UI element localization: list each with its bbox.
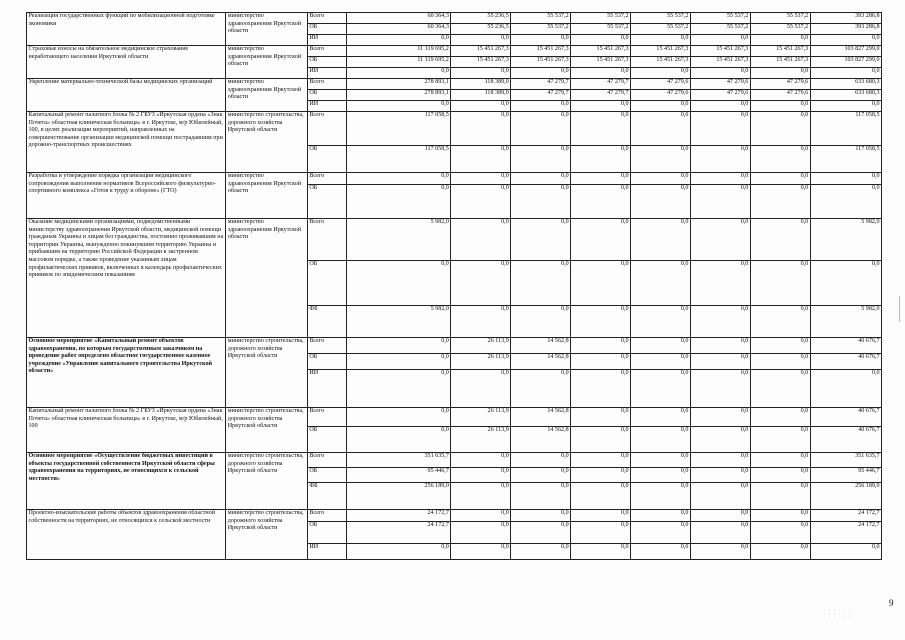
year-value-cell: 256 189,0 [347,483,451,510]
year-value-cell: 0,0 [571,427,631,453]
year-value-cell: 0,0 [451,468,511,483]
year-value-cell: 0,0 [750,510,810,522]
total-value-cell: 0,0 [810,544,881,560]
funding-source-cell: Всего [307,338,346,354]
year-value-cell: 55 236,5 [451,13,511,24]
total-value-cell: 351 635,7 [810,453,881,468]
funding-source-cell: Всего [307,173,346,185]
total-value-cell: 40 676,7 [810,427,881,453]
activity-name-cell: Проектно-изыскательские работы объектов здравоохранения областной собственности на территориях, не относящихся к сельской местности [27,510,226,560]
year-value-cell: 0,0 [451,146,511,173]
executor-cell: министерство строительства, дорожного хозяйства Иркутской области [226,408,308,453]
year-value-cell: 0,0 [690,354,750,370]
scan-edge-mark [899,296,900,322]
year-value-cell: 0,0 [571,453,631,468]
year-value-cell: 0,0 [451,101,511,112]
year-value-cell: 0,0 [347,261,451,306]
year-value-cell: 26 113,9 [451,338,511,354]
funding-source-cell: Всего [307,510,346,522]
year-value-cell: 0,0 [451,522,511,544]
executor-cell: министерство здравоохранения Иркутской области [226,46,308,79]
year-value-cell: 0,0 [347,101,451,112]
year-value-cell: 0,0 [511,261,571,306]
year-value-cell: 0,0 [571,408,631,427]
table-row [27,79,882,90]
activity-name-cell: Реализация государственных функций по мобилизационной подготовке экономики [27,13,226,46]
table-row [27,219,882,261]
year-value-cell: 0,0 [511,185,571,219]
year-value-cell: 55 537,2 [631,24,691,35]
year-value-cell: 0,0 [571,185,631,219]
year-value-cell: 0,0 [631,370,691,408]
year-value-cell: 0,0 [750,522,810,544]
year-value-cell: 0,0 [690,185,750,219]
year-value-cell: 14 562,8 [511,427,571,453]
year-value-cell: 15 451 267,3 [690,57,750,68]
year-value-cell: 0,0 [511,453,571,468]
year-value-cell: 0,0 [511,173,571,185]
year-value-cell: 26 113,9 [451,354,511,370]
year-value-cell: 0,0 [451,510,511,522]
year-value-cell: 0,0 [750,468,810,483]
scan-noise [822,608,852,620]
total-value-cell: 40 676,7 [810,354,881,370]
year-value-cell: 15 451 267,3 [631,57,691,68]
year-value-cell: 47 279,6 [690,90,750,101]
activity-name-cell: Капитальный ремонт палатного блока № 2 ГБУЗ «Иркутская ордена «Знак Почета» областная клиническая больница» в г. Иркутске, м/р Юбилейный, 100 [27,408,226,453]
activity-name-cell: Укрепление материально-технической базы медицинских организаций [27,79,226,112]
year-value-cell: 0,0 [347,338,451,354]
year-value-cell: 0,0 [511,544,571,560]
total-value-cell: 393 286,8 [810,24,881,35]
table-row [27,112,882,146]
year-value-cell: 0,0 [690,68,750,79]
year-value-cell: 0,0 [511,101,571,112]
year-value-cell: 55 236,5 [451,24,511,35]
year-value-cell: 0,0 [347,68,451,79]
year-value-cell: 0,0 [511,146,571,173]
funding-source-cell: Всего [307,453,346,468]
year-value-cell: 0,0 [750,453,810,468]
year-value-cell: 0,0 [451,306,511,338]
year-value-cell: 55 537,2 [511,24,571,35]
year-value-cell: 15 451 267,3 [631,46,691,57]
total-value-cell: 393 286,8 [810,13,881,24]
funding-source-cell: ОБ [307,185,346,219]
year-value-cell: 47 279,6 [631,79,691,90]
year-value-cell: 0,0 [571,261,631,306]
year-value-cell: 0,0 [511,68,571,79]
year-value-cell: 26 113,9 [451,427,511,453]
year-value-cell: 0,0 [571,510,631,522]
total-value-cell: 103 827 299,0 [810,46,881,57]
year-value-cell: 24 172,7 [347,522,451,544]
year-value-cell: 0,0 [690,427,750,453]
funding-source-cell: ОБ [307,90,346,101]
year-value-cell: 60 364,3 [347,13,451,24]
funding-source-cell: ОБ [307,522,346,544]
year-value-cell: 47 279,7 [511,90,571,101]
year-value-cell: 0,0 [347,408,451,427]
funding-source-cell: ОБ [307,57,346,68]
year-value-cell: 15 451 267,3 [451,46,511,57]
total-value-cell: 24 172,7 [810,522,881,544]
total-value-cell: 24 172,7 [810,510,881,522]
year-value-cell: 55 537,2 [571,24,631,35]
total-value-cell: 0,0 [810,185,881,219]
activity-name-cell: Основное мероприятие «Капитальный ремонт объектов здравоохранения, по которым государственным заказчиком на проведение работ определено областное государственное казенное учреждение «Управление капитального строительства Иркутской области» [27,338,226,408]
year-value-cell: 5 982,0 [347,306,451,338]
year-value-cell: 0,0 [347,35,451,46]
year-value-cell: 47 279,7 [511,79,571,90]
total-value-cell: 0,0 [810,68,881,79]
total-value-cell: 0,0 [810,261,881,306]
year-value-cell: 118 389,0 [451,90,511,101]
total-value-cell: 40 676,7 [810,338,881,354]
year-value-cell: 0,0 [750,146,810,173]
total-value-cell: 256 189,0 [810,483,881,510]
year-value-cell: 0,0 [571,544,631,560]
total-value-cell: 117 058,5 [810,112,881,146]
year-value-cell: 0,0 [750,354,810,370]
year-value-cell: 15 451 267,3 [571,46,631,57]
year-value-cell: 14 562,8 [511,354,571,370]
year-value-cell: 0,0 [631,408,691,427]
funding-source-cell: ФБ [307,483,346,510]
funding-source-cell: ИИ [307,544,346,560]
table-row [27,173,882,185]
year-value-cell: 14 562,8 [511,408,571,427]
year-value-cell: 0,0 [571,146,631,173]
year-value-cell: 15 451 267,3 [750,46,810,57]
year-value-cell: 0,0 [347,370,451,408]
year-value-cell: 0,0 [690,173,750,185]
year-value-cell: 0,0 [571,468,631,483]
year-value-cell: 278 893,1 [347,79,451,90]
year-value-cell: 0,0 [571,338,631,354]
year-value-cell: 95 446,7 [347,468,451,483]
funding-source-cell: ИИ [307,101,346,112]
year-value-cell: 0,0 [347,173,451,185]
year-value-cell: 0,0 [631,112,691,146]
funding-source-cell: ИИ [307,370,346,408]
year-value-cell: 0,0 [571,112,631,146]
year-value-cell: 0,0 [750,112,810,146]
year-value-cell: 0,0 [631,101,691,112]
page-number: 9 [889,598,894,608]
year-value-cell: 0,0 [750,408,810,427]
activity-name-cell: Оказание медицинскими организациями, подведомственными министерству здравоохранения Иркутской области, медицинской помощи гражданам Украины и лицам без гражданства, постоянно проживавшим на территории Украины, вынужденно покинувшим территорию Украины и прибывшим на территорию Российской Федерации в экстренном массовом порядке, а также проведение указанным лицам профилактических прививок, включенных в календарь профилактических прививок по эпидемическим показаниям [27,219,226,338]
year-value-cell: 0,0 [571,35,631,46]
year-value-cell: 47 279,7 [571,90,631,101]
year-value-cell: 0,0 [690,112,750,146]
year-value-cell: 0,0 [451,453,511,468]
year-value-cell: 0,0 [631,510,691,522]
table-row [27,338,882,354]
year-value-cell: 55 537,2 [690,13,750,24]
table-row [27,46,882,57]
year-value-cell: 0,0 [511,483,571,510]
funding-source-cell: ОБ [307,354,346,370]
total-value-cell: 5 982,0 [810,219,881,261]
year-value-cell: 0,0 [631,185,691,219]
year-value-cell: 0,0 [750,544,810,560]
year-value-cell: 15 451 267,3 [690,46,750,57]
year-value-cell: 351 635,7 [347,453,451,468]
funding-source-cell: ОБ [307,261,346,306]
year-value-cell: 0,0 [750,483,810,510]
funding-source-cell: ИИ [307,68,346,79]
total-value-cell: 95 446,7 [810,468,881,483]
year-value-cell: 0,0 [451,370,511,408]
total-value-cell: 0,0 [810,35,881,46]
year-value-cell: 0,0 [631,146,691,173]
year-value-cell: 0,0 [690,370,750,408]
year-value-cell: 55 537,2 [750,24,810,35]
year-value-cell: 0,0 [690,35,750,46]
year-value-cell: 0,0 [571,101,631,112]
year-value-cell: 0,0 [690,306,750,338]
year-value-cell: 0,0 [631,468,691,483]
year-value-cell: 55 537,2 [571,13,631,24]
funding-source-cell: Всего [307,13,346,24]
year-value-cell: 0,0 [690,510,750,522]
year-value-cell: 0,0 [690,261,750,306]
total-value-cell: 633 680,3 [810,90,881,101]
year-value-cell: 0,0 [750,68,810,79]
total-value-cell: 0,0 [810,370,881,408]
funding-source-cell: ОБ [307,24,346,35]
year-value-cell: 0,0 [690,219,750,261]
year-value-cell: 0,0 [631,68,691,79]
total-value-cell: 0,0 [810,101,881,112]
executor-cell: министерство строительства, дорожного хозяйства Иркутской области [226,510,308,560]
year-value-cell: 55 537,2 [631,13,691,24]
year-value-cell: 0,0 [690,453,750,468]
funding-source-cell: ОБ [307,146,346,173]
year-value-cell: 0,0 [631,306,691,338]
year-value-cell: 47 279,7 [571,79,631,90]
executor-cell: министерство здравоохранения Иркутской области [226,13,308,46]
funding-source-cell: ОБ [307,427,346,453]
year-value-cell: 47 279,6 [690,79,750,90]
year-value-cell: 14 562,8 [511,338,571,354]
year-value-cell: 0,0 [750,370,810,408]
executor-cell: министерство здравоохранения Иркутской области [226,79,308,112]
year-value-cell: 55 537,2 [690,24,750,35]
executor-cell: министерство строительства, дорожного хозяйства Иркутской области [226,112,308,173]
year-value-cell: 60 364,3 [347,24,451,35]
funding-source-cell: Всего [307,46,346,57]
year-value-cell: 55 537,2 [750,13,810,24]
year-value-cell: 0,0 [571,219,631,261]
year-value-cell: 0,0 [571,522,631,544]
funding-source-cell: ОБ [307,468,346,483]
year-value-cell: 0,0 [451,112,511,146]
year-value-cell: 47 279,6 [631,90,691,101]
year-value-cell: 0,0 [690,338,750,354]
year-value-cell: 15 451 267,3 [451,57,511,68]
year-value-cell: 0,0 [631,219,691,261]
year-value-cell: 0,0 [451,483,511,510]
year-value-cell: 55 537,2 [511,13,571,24]
executor-cell: министерство здравоохранения Иркутской области [226,219,308,338]
year-value-cell: 11 119 695,2 [347,57,451,68]
year-value-cell: 117 058,5 [347,146,451,173]
budget-table [26,12,882,560]
year-value-cell: 0,0 [511,370,571,408]
total-value-cell: 0,0 [810,173,881,185]
year-value-cell: 0,0 [571,354,631,370]
executor-cell: министерство строительства, дорожного хозяйства Иркутской области [226,453,308,510]
table-row [27,453,882,468]
table-row [27,510,882,522]
year-value-cell: 0,0 [690,146,750,173]
year-value-cell: 15 451 267,3 [511,57,571,68]
year-value-cell: 0,0 [451,261,511,306]
year-value-cell: 0,0 [690,522,750,544]
year-value-cell: 0,0 [631,338,691,354]
year-value-cell: 0,0 [750,219,810,261]
year-value-cell: 47 279,6 [750,79,810,90]
year-value-cell: 0,0 [750,101,810,112]
table-row [27,408,882,427]
year-value-cell: 0,0 [631,173,691,185]
year-value-cell: 0,0 [750,173,810,185]
year-value-cell: 0,0 [511,306,571,338]
year-value-cell: 0,0 [690,483,750,510]
table-row [27,13,882,24]
year-value-cell: 0,0 [347,427,451,453]
year-value-cell: 0,0 [631,453,691,468]
year-value-cell: 0,0 [451,544,511,560]
year-value-cell: 0,0 [750,338,810,354]
year-value-cell: 0,0 [571,306,631,338]
year-value-cell: 0,0 [571,483,631,510]
year-value-cell: 0,0 [750,427,810,453]
funding-source-cell: ФБ [307,306,346,338]
year-value-cell: 0,0 [750,35,810,46]
year-value-cell: 0,0 [631,427,691,453]
activity-name-cell: Капитальный ремонт палатного блока № 2 ГБУЗ «Иркутская ордена «Знак Почета» областная клиническая больница» в г. Иркутске, м/р Юбилейный, 100, в целях реализации мероприятий, направленных на совершенствование организации медицинской помощи пострадавшим при дорожно-транспортных происшествиях [27,112,226,173]
year-value-cell: 0,0 [750,306,810,338]
funding-source-cell: Всего [307,408,346,427]
year-value-cell: 11 119 695,2 [347,46,451,57]
year-value-cell: 0,0 [750,261,810,306]
total-value-cell: 633 680,3 [810,79,881,90]
year-value-cell: 0,0 [690,101,750,112]
year-value-cell: 0,0 [631,35,691,46]
year-value-cell: 0,0 [347,185,451,219]
year-value-cell: 0,0 [511,35,571,46]
year-value-cell: 0,0 [571,173,631,185]
year-value-cell: 0,0 [347,354,451,370]
year-value-cell: 15 451 267,3 [750,57,810,68]
funding-source-cell: Всего [307,79,346,90]
year-value-cell: 0,0 [571,370,631,408]
year-value-cell: 0,0 [631,354,691,370]
total-value-cell: 40 676,7 [810,408,881,427]
year-value-cell: 0,0 [511,468,571,483]
year-value-cell: 0,0 [451,68,511,79]
year-value-cell: 0,0 [690,544,750,560]
funding-source-cell: Всего [307,219,346,261]
year-value-cell: 0,0 [631,483,691,510]
year-value-cell: 0,0 [511,510,571,522]
activity-name-cell: Разработка и утверждение порядка организации медицинского сопровождения выполнения нормативов Всероссийского физкультурно-спортивного комплекса «Готов к труду и обороне» (ГТО) [27,173,226,219]
total-value-cell: 117 058,5 [810,146,881,173]
year-value-cell: 0,0 [631,544,691,560]
year-value-cell: 0,0 [511,112,571,146]
year-value-cell: 0,0 [347,544,451,560]
year-value-cell: 15 451 267,3 [571,57,631,68]
year-value-cell: 24 172,7 [347,510,451,522]
funding-source-cell: ИИ [307,35,346,46]
total-value-cell: 103 827 299,0 [810,57,881,68]
year-value-cell: 0,0 [451,185,511,219]
executor-cell: министерство здравоохранения Иркутской области [226,173,308,219]
funding-source-cell: Всего [307,112,346,146]
activity-name-cell: Страховые взносы на обязательное медицинское страхование неработающего населения Иркутской области [27,46,226,79]
year-value-cell: 26 113,9 [451,408,511,427]
year-value-cell: 0,0 [690,408,750,427]
year-value-cell: 0,0 [511,522,571,544]
year-value-cell: 118 389,0 [451,79,511,90]
year-value-cell: 0,0 [451,173,511,185]
year-value-cell: 5 982,0 [347,219,451,261]
year-value-cell: 0,0 [690,468,750,483]
year-value-cell: 0,0 [631,261,691,306]
year-value-cell: 47 279,6 [750,90,810,101]
year-value-cell: 0,0 [631,522,691,544]
table-body [27,13,882,560]
year-value-cell: 0,0 [750,185,810,219]
year-value-cell: 278 893,1 [347,90,451,101]
year-value-cell: 0,0 [451,219,511,261]
total-value-cell: 5 982,0 [810,306,881,338]
activity-name-cell: Основное мероприятие «Осуществление бюджетных инвестиций в объекты государственной собственности Иркутской области сферы здравоохранения на территориях, не относящихся к сельской местности» [27,453,226,510]
year-value-cell: 0,0 [451,35,511,46]
year-value-cell: 0,0 [571,68,631,79]
year-value-cell: 117 058,5 [347,112,451,146]
year-value-cell: 0,0 [511,219,571,261]
executor-cell: министерство строительства, дорожного хозяйства Иркутской области [226,338,308,408]
year-value-cell: 15 451 267,3 [511,46,571,57]
